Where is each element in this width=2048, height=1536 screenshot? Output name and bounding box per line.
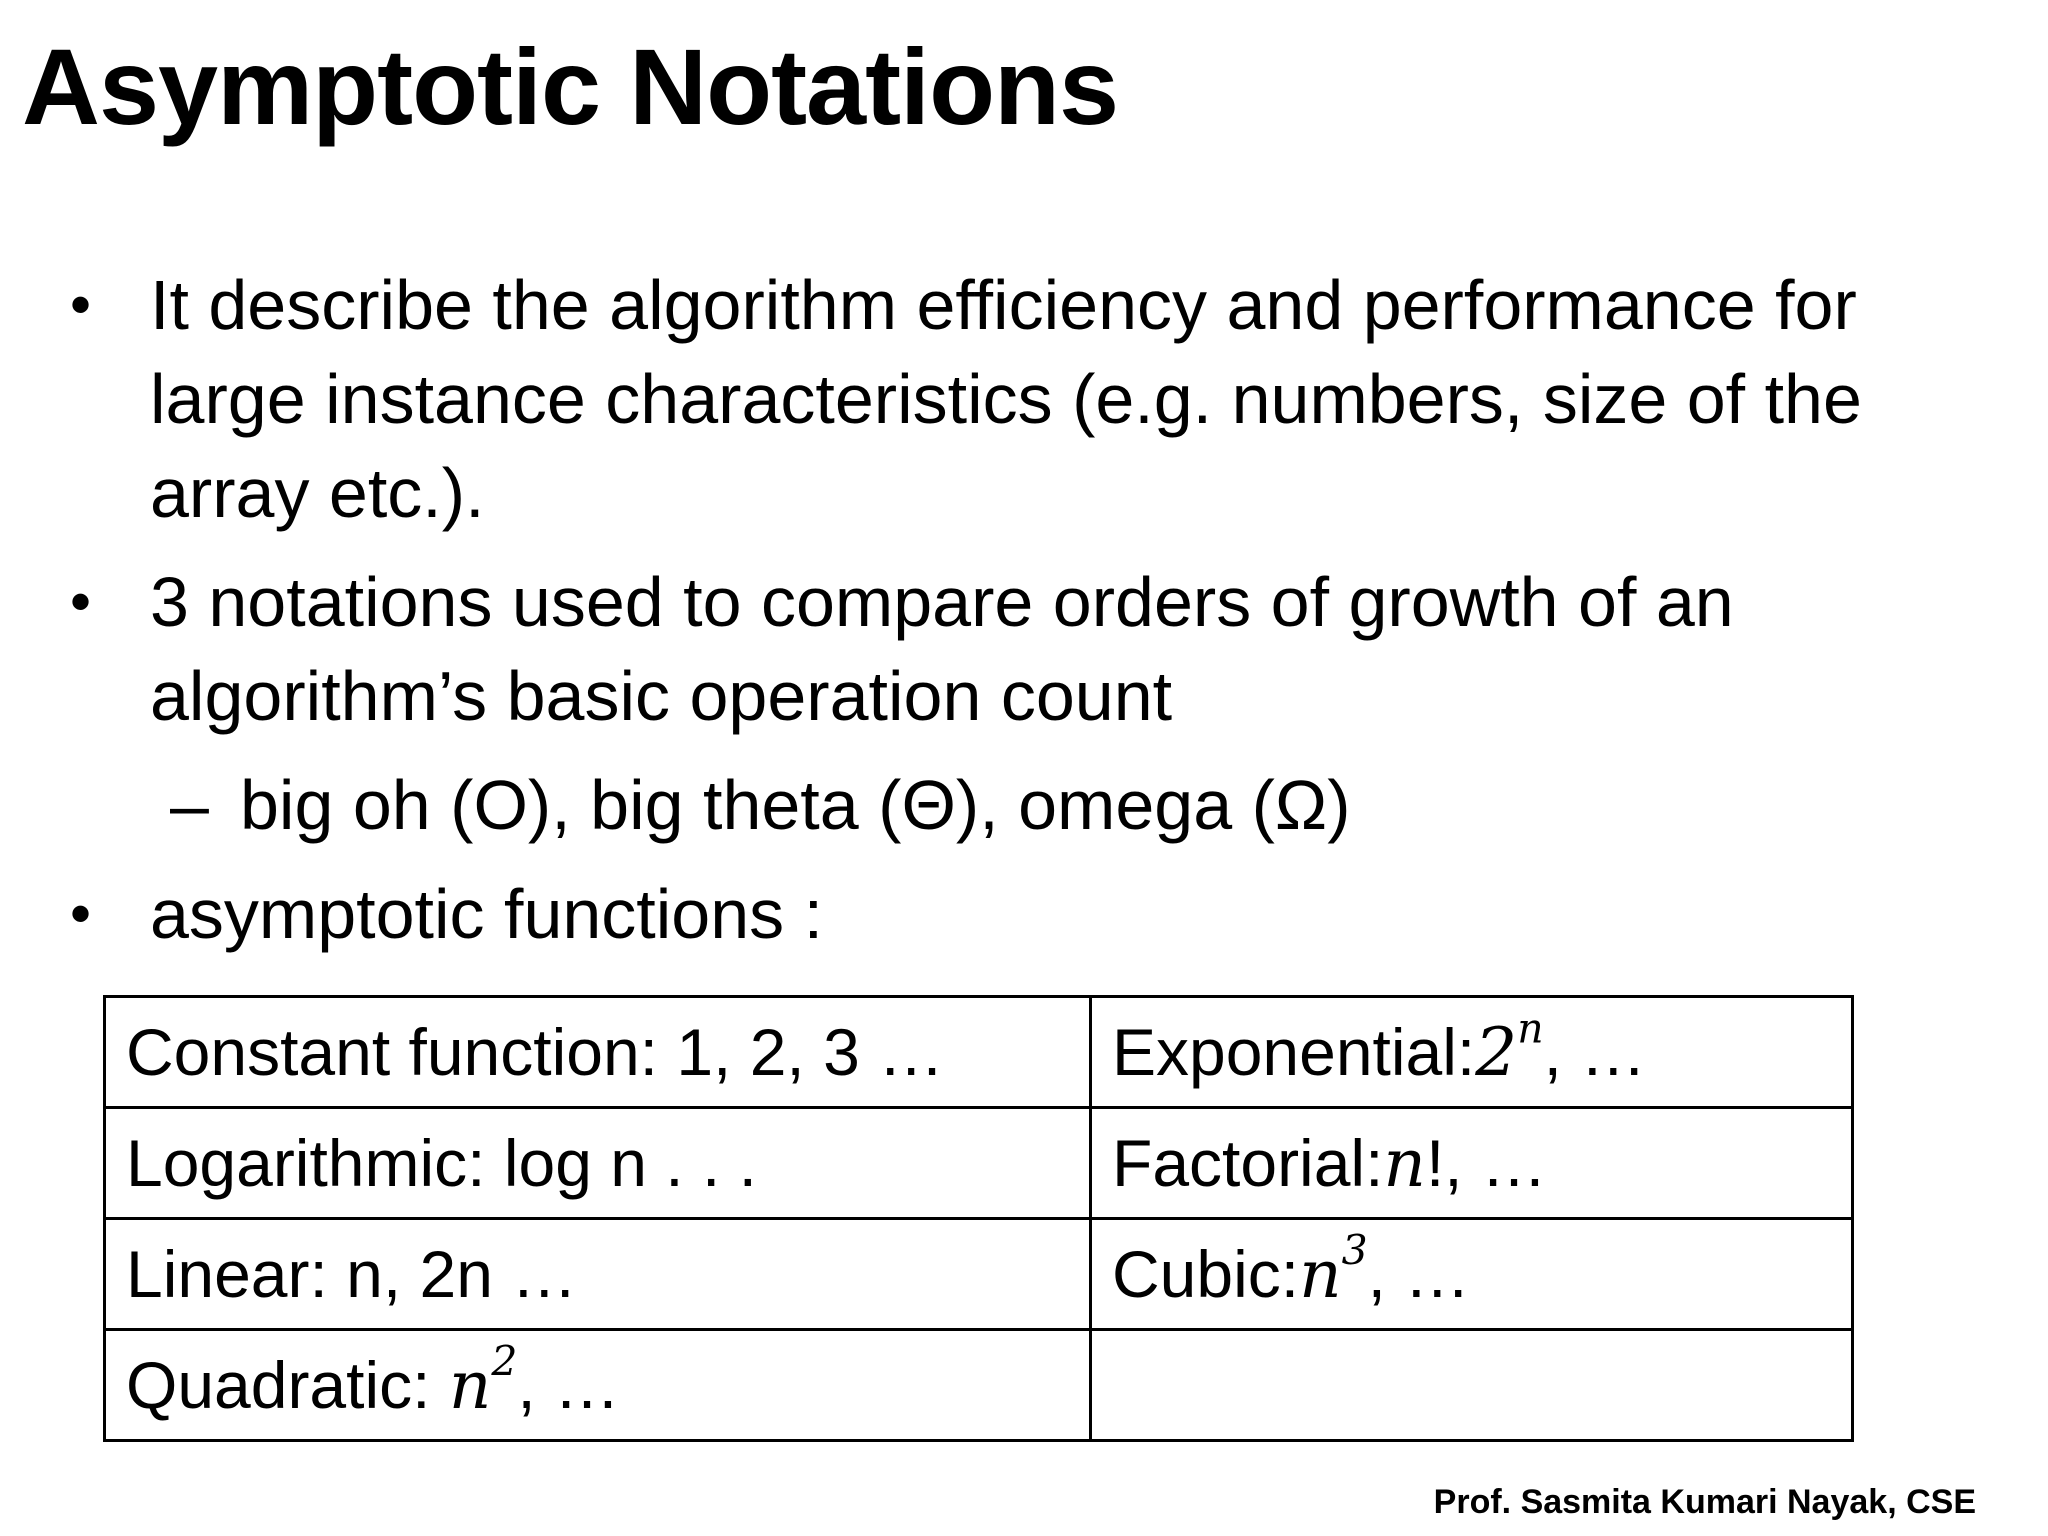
bullet-item: [0, 258, 1980, 540]
table-row: [105, 1330, 1853, 1441]
table-cell: Quadratic: $n^2$, …: [105, 1330, 1091, 1441]
dash-icon: –: [170, 766, 209, 844]
bullet-item: [0, 555, 1980, 743]
table-cell: $Cubic:n^3$, …: [1091, 1219, 1853, 1330]
bullet-text: It describe the algorithm efficiency and performance for large instance characteristics (e.g. numbers, size of the array etc.).: [150, 266, 1862, 532]
table-cell: Logarithmic: log n . . .: [105, 1108, 1091, 1219]
bullet-text: 3 notations used to compare orders of growth of an algorithm’s basic operation count: [150, 563, 1734, 735]
bullet-dot-icon: •: [70, 271, 92, 338]
bullet-list: [0, 258, 2000, 976]
table-cell: Exponential:2$^n$, …: [1091, 997, 1853, 1108]
table-row: [105, 997, 1853, 1108]
table-row: [105, 1108, 1853, 1219]
sub-bullet-item: [0, 758, 2000, 852]
sub-bullet-text: big oh (O), big theta (Θ), omega (Ω): [240, 766, 1351, 844]
bullet-dot-icon: •: [70, 880, 92, 947]
bullet-item: [0, 867, 1980, 961]
bullet-text: asymptotic functions :: [150, 875, 824, 953]
functions-table: [103, 995, 1854, 1442]
slide-title: Asymptotic Notations: [22, 26, 1119, 147]
table-cell: Linear: n, 2n …: [105, 1219, 1091, 1330]
table-cell: [1091, 1330, 1853, 1441]
bullet-dot-icon: •: [70, 568, 92, 635]
table-cell: Factorial:n!, …: [1091, 1108, 1853, 1219]
footer-author: Prof. Sasmita Kumari Nayak, CSE: [1433, 1483, 1976, 1521]
table-row: [105, 1219, 1853, 1330]
table-cell: Constant function: 1, 2, 3 …: [105, 997, 1091, 1108]
